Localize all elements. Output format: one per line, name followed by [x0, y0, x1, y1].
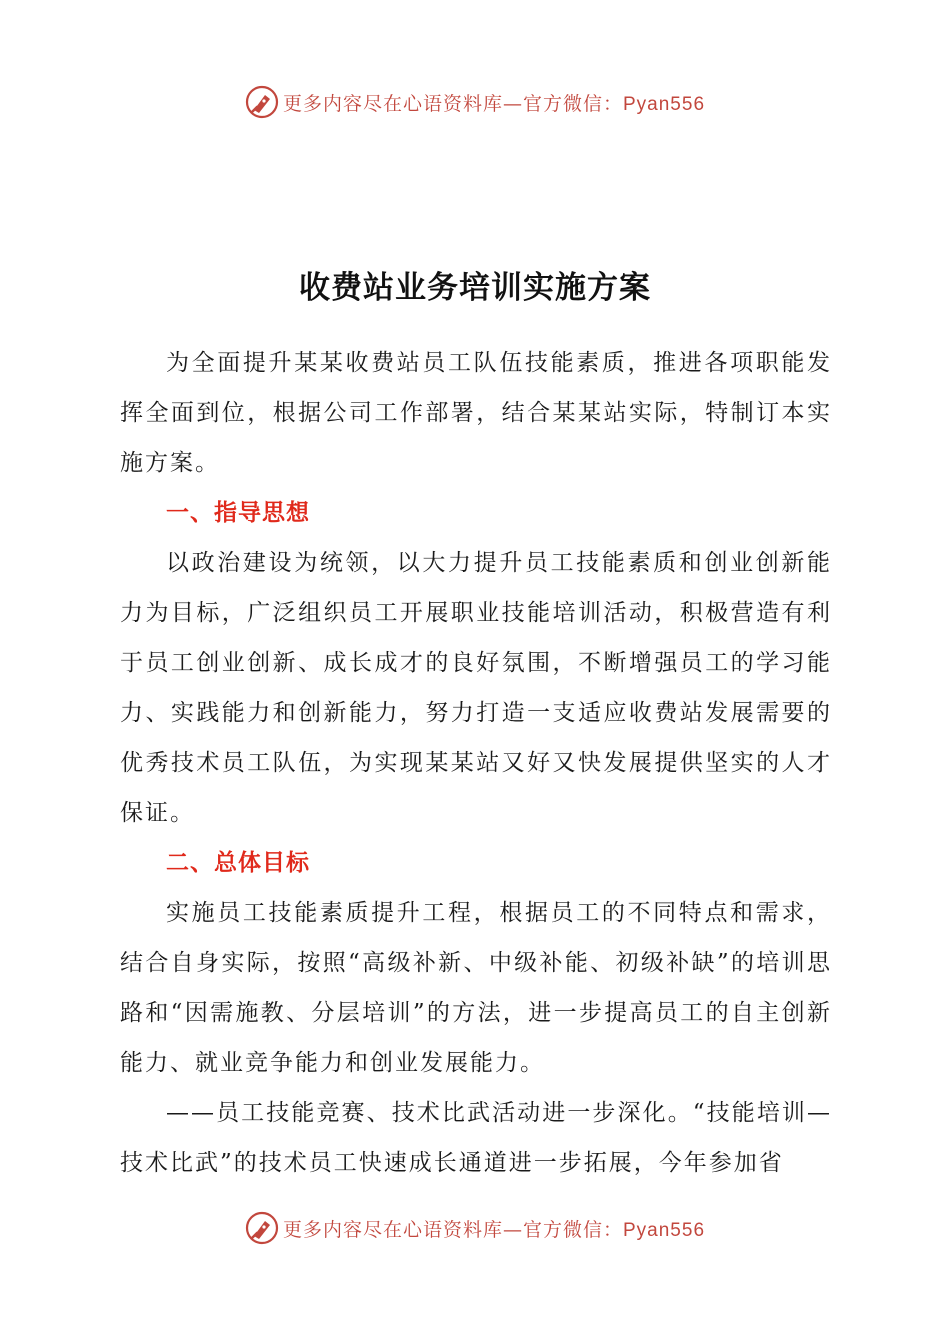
banner-text: 更多内容尽在心语资料库—官方微信：Pyan556	[282, 1218, 706, 1241]
header-watermark-banner	[0, 82, 950, 122]
pen-nib-logo-icon	[245, 85, 279, 119]
pen-nib-logo-icon	[245, 1211, 279, 1245]
banner-wechat-id: Pyan556	[623, 93, 706, 115]
banner-wechat-id: Pyan556	[623, 1219, 706, 1241]
guiding-ideology-paragraph: 以政治建设为统领，以大力提升员工技能素质和创业创新能力为目标，广泛组织员工开展职业技能培训活动，积极营造有利于员工创业创新、成长成才的良好氛围，不断增强员工的学习能力、实践能力和创新能力，努力打造一支适应收费站发展需要的优秀技术员工队伍，为实现某某站又好又快发展提供坚实的人才保证。	[120, 550, 832, 826]
banner-text: 更多内容尽在心语资料库—官方微信：Pyan556	[282, 92, 706, 115]
section-heading-overall-goal: 二、总体目标	[166, 850, 310, 876]
overall-goal-paragraph: 实施员工技能素质提升工程，根据员工的不同特点和需求，结合自身实际，按照“高级补新、中级补能、初级补缺”的培训思路和“因需施教、分层培训”的方法，进一步提高员工的自主创新能力、就业竞争能力和创业发展能力。	[120, 900, 832, 1076]
goal-item-paragraph: ——员工技能竞赛、技术比武活动进一步深化。“技能培训—技术比武”的技术员工快速成长通道进一步拓展，今年参加省	[120, 1100, 832, 1176]
section-heading-guiding-ideology: 一、指导思想	[166, 500, 310, 526]
document-body	[120, 338, 832, 1188]
footer-watermark-banner	[0, 1208, 950, 1248]
document-title: 收费站业务培训实施方案	[299, 270, 651, 306]
intro-paragraph: 为全面提升某某收费站员工队伍技能素质，推进各项职能发挥全面到位，根据公司工作部署，结合某某站实际，特制订本实施方案。	[120, 350, 832, 476]
